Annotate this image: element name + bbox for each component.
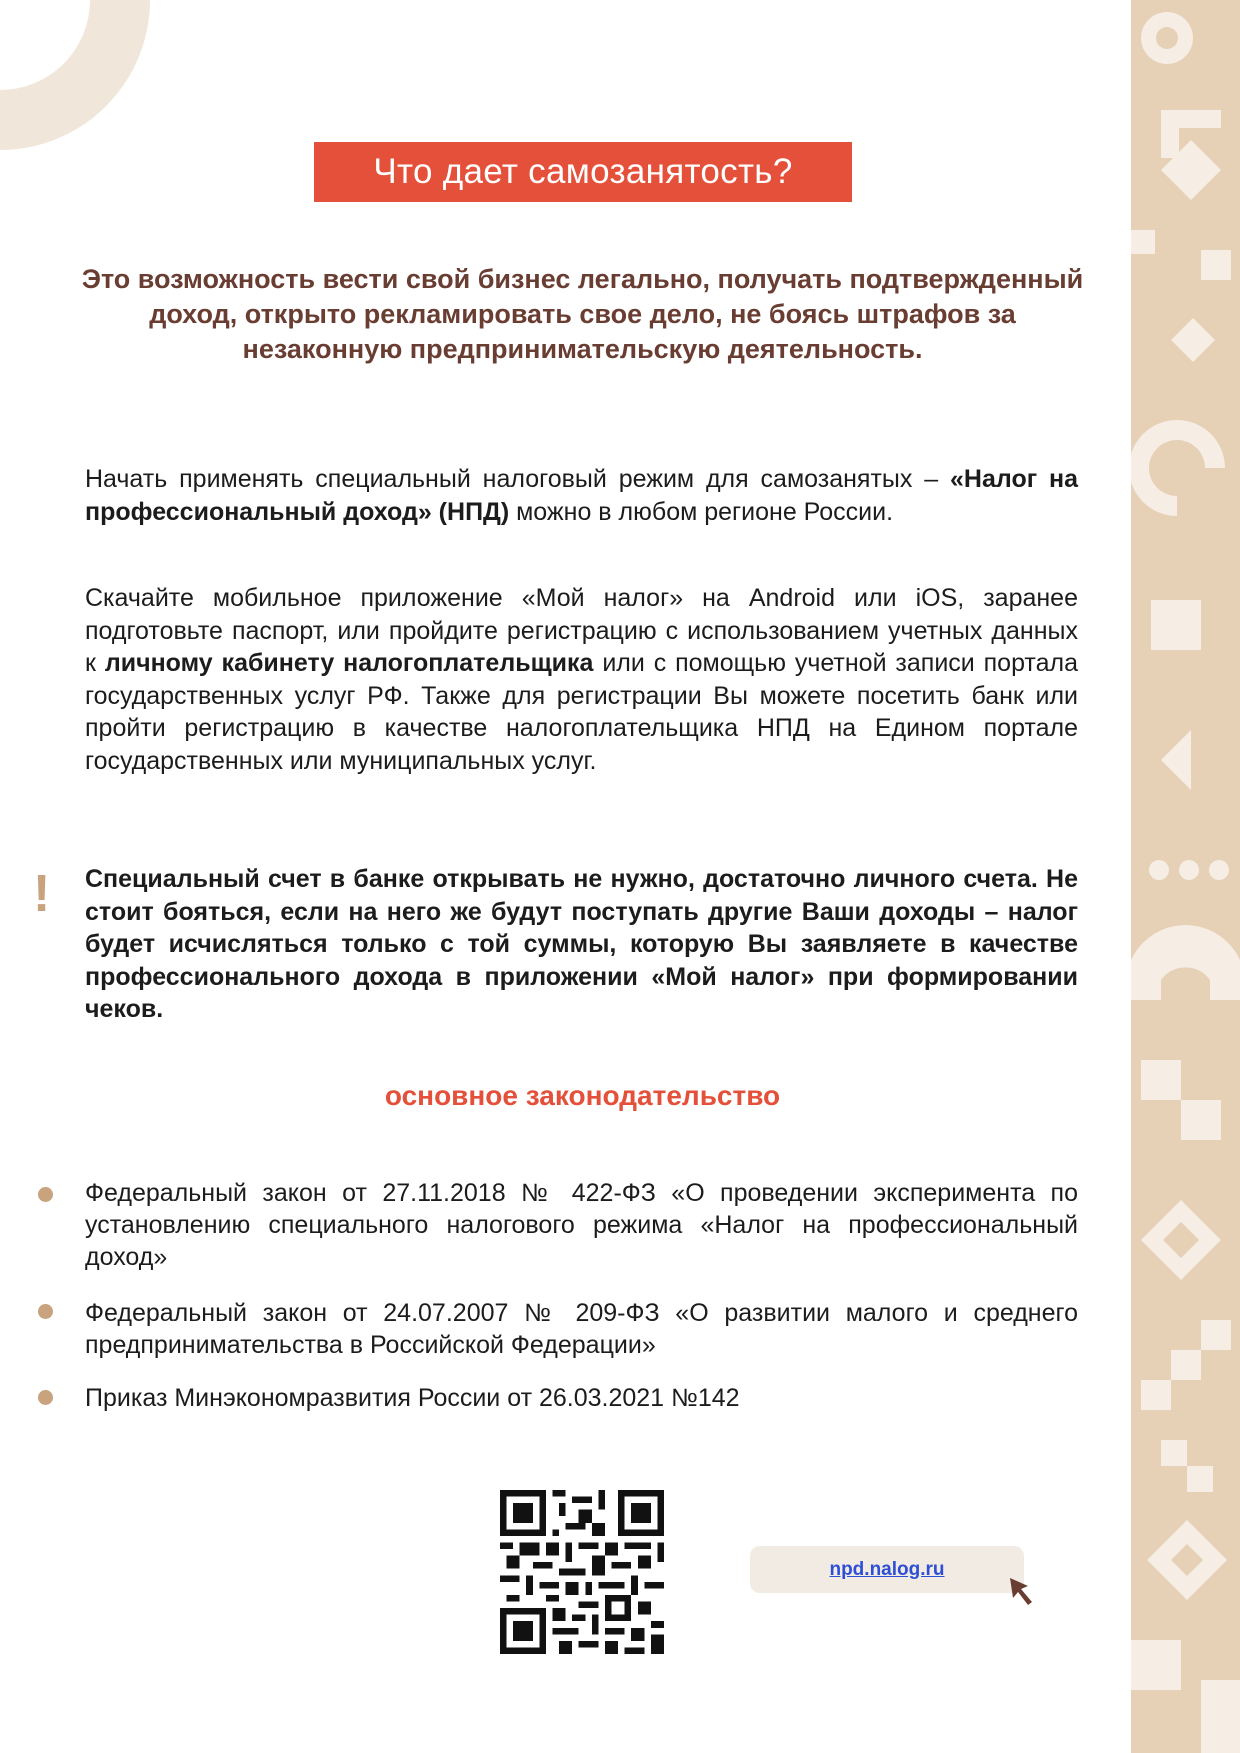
exclamation-icon: !	[33, 865, 51, 923]
lead-paragraph: Это возможность вести свой бизнес легально, получать подтвержденный доход, открыто рекламировать свое дело, не боясь штрафов за незаконную предпринимательскую деятельность.	[81, 264, 1084, 364]
p2-text-end: или с помощью учетной записи портала государственных услуг РФ. Также для регистрации Вы можете посетить банк или пройти регистрацию в качестве налогоплательщика НПД на Едином портале государственных или муниципальных услуг.	[85, 649, 1078, 775]
intro-paragraph-1	[85, 463, 1078, 528]
notice-paragraph: Специальный счет в банке открывать не нужно, достаточно личного счета. Не стоит бояться, если на него же будут поступать другие Ваши доходы – налог будет исчисляться только с той суммы, которую Вы заявляете в качестве профессионального дохода в приложении «Мой налог» при формировании чеков.	[85, 865, 1078, 1023]
qr-code-icon[interactable]	[500, 1490, 664, 1654]
p1-text-end: можно в любом регионе России.	[509, 497, 894, 526]
p1-text-bold: «Налог на профессиональный доход» (НПД)	[85, 465, 1078, 526]
legislation-heading: основное законодательство	[384, 1080, 781, 1111]
page-title: Что дает самозанятость?	[314, 142, 852, 202]
bullet-icon	[38, 1187, 53, 1202]
decorative-pattern	[1131, 0, 1240, 1753]
legislation-item: Федеральный закон от 27.11.2018 № 422-ФЗ «О проведении эксперимента по установлению специального налогового режима «Налог на профессиональный доход»	[85, 1179, 1078, 1271]
legislation-item: Федеральный закон от 24.07.2007 № 209-ФЗ «О развитии малого и среднего предпринимательства в Российской Федерации»	[85, 1299, 1078, 1359]
website-link-button[interactable]	[750, 1546, 1024, 1593]
p2-text-start: Скачайте мобильное приложение «Мой налог» на Android или iOS, заранее подготовьте паспорт, или пройдите регистрацию с использованием учетных данных к	[85, 584, 1078, 677]
website-link[interactable]: npd.nalog.ru	[829, 1558, 945, 1580]
legislation-item: Приказ Минэкономразвития России от 26.03.2021 №142	[85, 1384, 740, 1412]
bullet-icon	[38, 1304, 53, 1319]
decorative-side-strip	[1131, 0, 1240, 1753]
p1-text-start: Начать применять специальный налоговый режим для самозанятых –	[85, 465, 951, 493]
decorative-corner-arc	[0, 0, 150, 150]
pointer-arrow-icon	[1008, 1576, 1036, 1608]
bullet-icon	[38, 1390, 53, 1405]
p2-text-bold: личному кабинету налогоплательщика	[104, 649, 594, 677]
intro-paragraph-2	[85, 582, 1078, 777]
